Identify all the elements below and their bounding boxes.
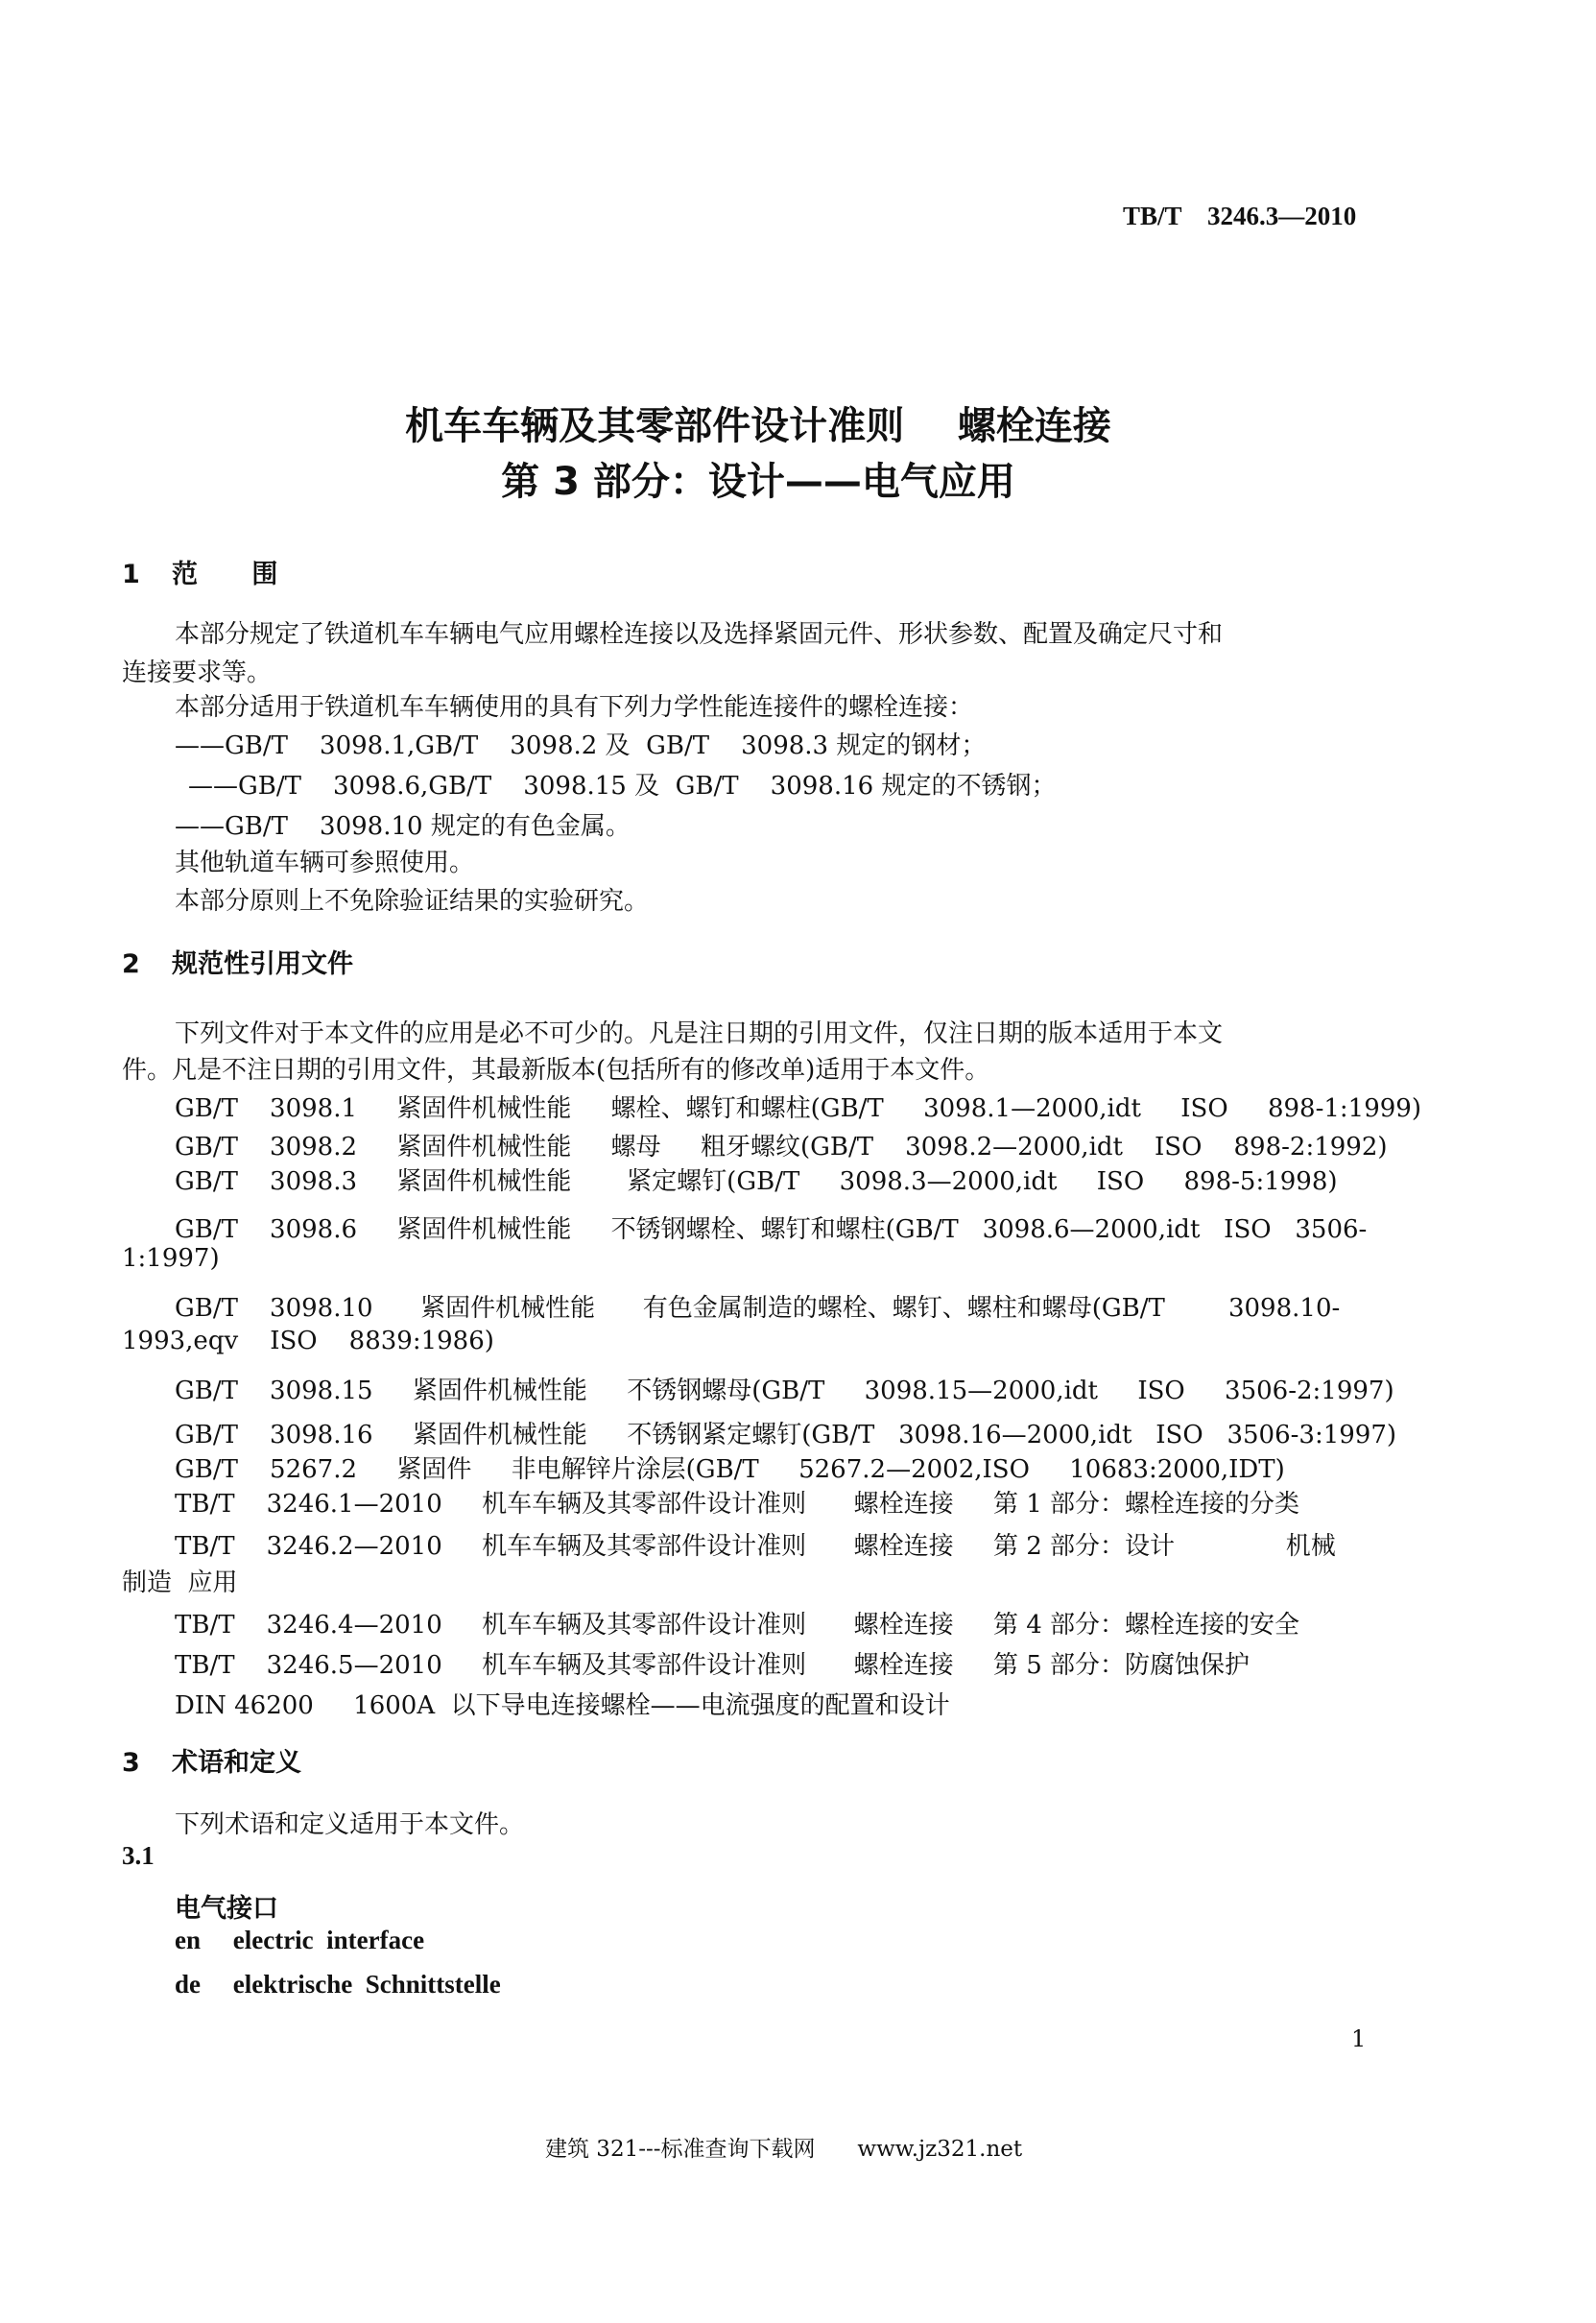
- section1-paragraph: 本部分适用于铁道机车车辆使用的具有下列力学性能连接件的螺栓连接：: [175, 693, 974, 722]
- section3-paragraph: 下列术语和定义适用于本文件。: [175, 1810, 525, 1839]
- reference-item: GB/T 3098.15 紧固件机械性能 不锈钢螺母(GB/T 3098.15—2000,idt ISO 3506-2:1997): [175, 1377, 1394, 1405]
- section2-heading: [122, 943, 353, 980]
- section1-paragraph: 本部分规定了铁道机车车辆电气应用螺栓连接以及选择紧固元件、形状参数、配置及确定尺寸和: [175, 620, 1224, 649]
- reference-item: TB/T 3246.5—2010 机车车辆及其零部件设计准则 螺栓连接 第 5 部分：防腐蚀保护: [175, 1651, 1251, 1680]
- section3-title: 术语和定义: [172, 1748, 301, 1778]
- reference-item: GB/T 3098.2 紧固件机械性能 螺母 粗牙螺纹(GB/T 3098.2—2000,idt ISO 898-2:1992): [175, 1133, 1388, 1162]
- document-code: TB/T 3246.3—2010: [1123, 202, 1357, 230]
- reference-item: TB/T 3246.4—2010 机车车辆及其零部件设计准则 螺栓连接 第 4 部分：螺栓连接的安全: [175, 1611, 1300, 1640]
- term-chinese: 电气接口: [175, 1894, 278, 1924]
- section3-heading: [122, 1741, 301, 1779]
- reference-item-continuation: 制造 应用: [122, 1569, 238, 1597]
- section1-list-item: ——GB/T 3098.1,GB/T 3098.2 及 GB/T 3098.3 规定的钢材；: [175, 731, 987, 760]
- section1-paragraph: 本部分原则上不免除验证结果的实验研究。: [175, 887, 650, 916]
- reference-item: TB/T 3246.1—2010 机车车辆及其零部件设计准则 螺栓连接 第 1 部分：螺栓连接的分类: [175, 1490, 1300, 1519]
- reference-item: GB/T 3098.10 紧固件机械性能 有色金属制造的螺栓、螺钉、螺柱和螺母(GB/T 3098.10-: [175, 1294, 1341, 1323]
- page-number: 1: [1351, 2025, 1367, 2052]
- reference-item: GB/T 3098.3 紧固件机械性能 紧定螺钉(GB/T 3098.3—2000,idt ISO 898-5:1998): [175, 1167, 1338, 1196]
- section2-title: 规范性引用文件: [172, 949, 353, 979]
- reference-item: TB/T 3246.2—2010 机车车辆及其零部件设计准则 螺栓连接 第 2 部分：设计 机械: [175, 1532, 1336, 1561]
- section2-paragraph: 件。凡是不注日期的引用文件，其最新版本(包括所有的修改单)适用于本文件。: [122, 1056, 990, 1085]
- section1-title: 范 围: [172, 560, 278, 589]
- section3-number: 3: [122, 1748, 140, 1778]
- section1-number: 1: [122, 560, 140, 589]
- reference-item: GB/T 5267.2 紧固件 非电解锌片涂层(GB/T 5267.2—2002,ISO 10683:2000,IDT): [175, 1455, 1285, 1484]
- term-number: 3.1: [122, 1841, 155, 1870]
- reference-item: DIN 46200 1600A 以下导电连接螺栓——电流强度的配置和设计: [175, 1691, 950, 1720]
- section1-list-item: ——GB/T 3098.6,GB/T 3098.15 及 GB/T 3098.16 规定的不锈钢；: [188, 772, 1057, 801]
- section1-list-item: ——GB/T 3098.10 规定的有色金属。: [175, 812, 631, 841]
- section2-paragraph: 下列文件对于本文件的应用是必不可少的。凡是注日期的引用文件，仅注日期的版本适用于本文: [175, 1019, 1224, 1048]
- reference-item: GB/T 3098.6 紧固件机械性能 不锈钢螺栓、螺钉和螺柱(GB/T 3098.6—2000,idt ISO 3506-: [175, 1215, 1368, 1244]
- document-title-line1: 机车车辆及其零部件设计准则 螺栓连接: [405, 404, 1111, 448]
- reference-item: GB/T 3098.16 紧固件机械性能 不锈钢紧定螺钉(GB/T 3098.16—2000,idt ISO 3506-3:1997): [175, 1421, 1397, 1449]
- section1-heading: [122, 553, 277, 590]
- term-german: de elektrische Schnittstelle: [175, 1970, 501, 1999]
- section2-number: 2: [122, 949, 140, 979]
- section1-paragraph: 其他轨道车辆可参照使用。: [175, 849, 475, 877]
- document-title-line2: 第 3 部分：设计——电气应用: [501, 460, 1015, 504]
- reference-item-continuation: 1:1997): [122, 1244, 220, 1273]
- reference-item-continuation: 1993,eqv ISO 8839:1986): [122, 1327, 494, 1355]
- reference-item: GB/T 3098.1 紧固件机械性能 螺栓、螺钉和螺柱(GB/T 3098.1—2000,idt ISO 898-1:1999): [175, 1094, 1421, 1123]
- term-english: en electric interface: [175, 1926, 425, 1954]
- section1-paragraph: 连接要求等。: [122, 659, 273, 687]
- footer-watermark: 建筑 321---标准查询下载网 www.jz321.net: [545, 2137, 1023, 2162]
